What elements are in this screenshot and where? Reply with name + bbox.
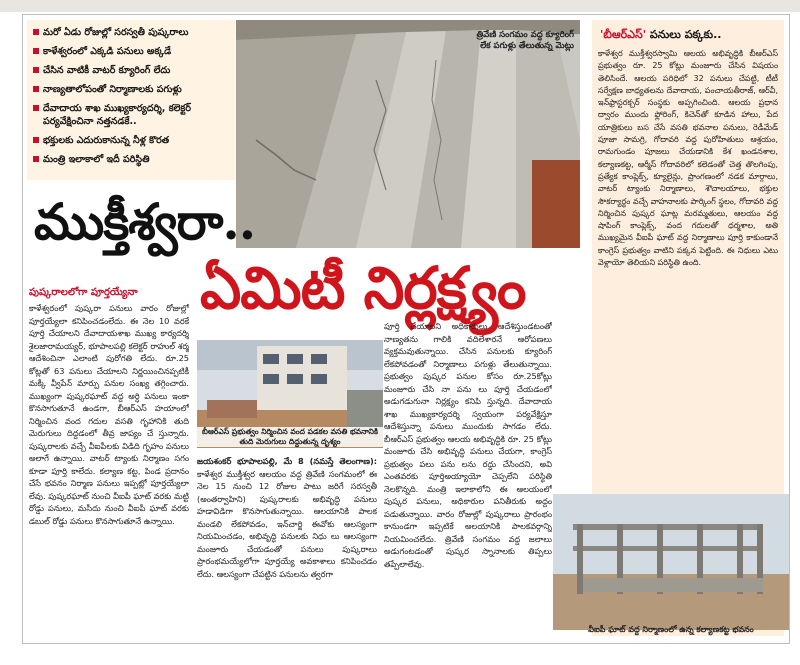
top-strip <box>0 0 800 12</box>
highlight-item: భక్తులకు ఎదురుకానున్న నీళ్ల కొరత <box>33 134 231 147</box>
highlight-item: చేసిన వాటికీ వాటర్ క్యూరింగ్ లేదు <box>33 64 231 77</box>
steps-photo-image <box>236 20 580 248</box>
highlight-item: మంత్రి ఇలాకాలో ఇదీ పరిస్థితి <box>33 153 231 166</box>
highlight-item: కాళేశ్వరంలో ఎక్కడి పనులు అక్కడే <box>33 45 231 58</box>
headline-primary: ముక్తీశ్వరా.. <box>34 192 256 251</box>
highlight-item: నాణ్యతాలోపంతో నిర్మాణాలకు పగుళ్లు <box>33 83 231 96</box>
steps-photo <box>236 20 580 248</box>
sidebar-title-quote: 'బీఆర్ఎస్' <box>600 28 647 41</box>
dateline: జయశంకర్ భూపాలపల్లి, మే 8 (నమస్తే తెలంగాణ): <box>197 456 377 466</box>
left-subhead: పుష్కరాలలోగా పూర్తయ్యేనా <box>29 287 138 298</box>
mid-column-text: కాళేశ్వర ముక్తీశ్వర ఆలయం వద్ద త్రివేణి సంగమంలో ఈ నెల 15 నుంచి 12 రోజుల పాటు జరిగే సరస్వతీ (అంతర్వాహిని) పుష్కరాలకు అభివృద్ధి పనులు హడావిడిగా కొనసాగుతున్నాయి. ఆలయానికి పాలక మండలి లేకపోవడం, ఇన్‌చార్జి ఈవోకు ఆలస్యంగా నియమించడం, అభివృద్ధి పనులకు నిధు లు ఆలస్యంగా మంజూరు చేయడంతో పనులు పుష్కరాలు ప్రారంభమయ్యేలోగా పూర్తయ్యే అవకాశాలు కనిపించడం లేదు. ఆలస్యంగా చేపట్టిన పనులను త్వరగా <box>197 468 377 579</box>
kalyanakatta-photo-caption: వీఐపీ ఘాట్ వద్ద నిర్మాణంలో ఉన్న కల్యాణకట్ట భవనం <box>588 625 754 634</box>
headline-secondary: ఏమిటీ నిర్లక్ష్యం <box>200 254 526 322</box>
kalyanakatta-photo-image <box>553 494 789 630</box>
highlight-item: మరో ఏడు రోజుల్లో సరస్వతీ పుష్కరాలు <box>33 26 231 39</box>
sidebar-title <box>600 28 778 44</box>
building-photo-caption: బీఆర్ఎస్ ప్రభుత్వం నిర్మించిన వంద పడకల వసతి భవనానికి తుది మెరుగులు దిద్దుతున్న దృశ్యం <box>197 427 383 447</box>
left-column-text: కాళేశ్వరంలో పుష్కరా పనులు వారం రోజుల్లో పూర్తయ్యేలా కనిపించడంలేదు. ఈ నెల 10 వరకే పూర్తి చేయాలని దేవాదాయశాఖ ముఖ్య కార్యదర్శి శైలజారామయ్యర్, భూపాలపల్లి కలెక్టర్ రాహుల్ శర్మ ఆదేశించినా ఎలాంటి పురోగతి లేదు. రూ.25 కోట్లతో 63 పనులు చేయాలని నిర్ణయించినప్పటికీ మక్కీ వ్వీపేన్ మార్పు పనుల సంఖ్య తగ్గించారు. ముఖ్యంగా పుష్కరఘాట్ వద్ద అర్ధి పనులు ఇంకా కొనసాగుతూనే ఉండగా, బీఆర్ఎస్ హయాంలో నిర్మించిన వంద గదుల వసతి గృహానికి తుది మెరుగులు దిద్దడంలో తీవ్ర జాప్యం చే స్తున్నారు. పుష్కరాలకు వచ్చే వీఐపీలకు విడిది గృహం పనులు అలాగే ఉన్నాయి. వాటర్ ట్యాంకు నిర్మాణం సగం కూడా పూర్తి కాలేదు. కల్యాణ కట్ట, పిండ ప్రదానం చేసే భవనం నిర్మాణ పనులు ఇప్పట్లో పూర్తయ్యేలా లేవు. పుష్కరఘాట్ నుంచి వీఐపీ ఘాట్ వరకు మట్టి రోడ్డు పనులు, మసీదు నుంచి వీఐపీ ఘాట్ వరకు డబుల్ రోడ్డు పనులు కొనసాగుతూనే ఉన్నాయి. <box>29 303 189 526</box>
sidebar-title-rest: పనులు పక్కకు.. <box>649 28 722 41</box>
right-mid-column-text: పూర్తి చేయాలని అధికారులు ఆదేశిస్తుండటంతో నాణ్యతను గాలికి వదిలేశారనే ఆరోపణలు వ్యక్తమవుతున్నాయి. చేసిన పనులకు క్యూరింగ్ లేకపోవడంతో నిర్మాణాలు పగుళ్లు తేలుతున్నాయి. ప్రభుత్వం పుష్కర పనుల కోసం రూ.25కోట్లు మంజూరు చేసి నా పను లు పూర్తి చేయడంలో అడుగడుగునా నిర్లక్ష్యం కనిపి స్తున్నది. దేవాదాయ శాఖ ముఖ్యకార్యదర్శి స్వయంగా పర్యవేక్షిస్తూ ఆదేశిస్తున్నా పనులు ముందుకు సాగడం లేదు. బీఆర్ఎస్ ప్రభుత్వం ఆలయ అభివృద్ధికి రూ. 25 కోట్లు మంజూరు చేసి అభివృద్ధి పనులు చేయగా, కాంగ్రెస్ ప్రభుత్వం పలు పను లను రద్దు చేసిందని, అవి ఎంతవరకు పూర్తిఅయ్యాయో చెప్పలేని పరిస్థితి నెలకొన్నది. మంత్రి ఇలాకాలోని ఈ ఆలయంలో పుష్కర పనులు, అధికారుల పనితీరుకు అద్దం పడుతున్నాయి. వారం రోజుల్లో పుష్కరాలు ప్రారంభం కానుండగా ఇప్పటికే అలయానికి పాలకవర్గాన్ని నియమించలేదు. త్రివేణి సంగమం వద్ద జలాలు అడుగంటడంతో పుష్కర స్నానాలకు తిప్పలు తప్పేలాలేవు. <box>384 321 552 569</box>
kalyanakatta-photo <box>553 494 789 630</box>
mid-column <box>197 455 377 637</box>
highlights-box <box>27 20 235 180</box>
steps-photo-caption: త్రివేణి సంగమం వద్ద క్యూరింగ్ లేక పగుళ్లు తేలుతున్న మెట్లు <box>476 30 574 51</box>
highlight-item: దేవాదాయ శాఖ ముఖ్యకార్యదర్శి, కలెక్టర్ పర్యవేక్షించినా నత్తనడకే.. <box>33 102 231 128</box>
sidebar-text: కాళేశ్వర ముక్తీశ్వరస్వామి ఆలయ అభివృద్ధికి బీఆర్ఎస్ ప్రభుత్వం రూ. 25 కోట్లు మంజూరు చేసిన విషయం తెలిసిందే. ఆలయ పరిధిలో 32 పనులు చేపట్టి, టీటీ సర్వేక్షణ బాధ్యతలను దేవాదాయ, పంచాయతీరాజ్, ఆర్‌వీ, ఇన్‌ఫ్రాస్టరక్చర్ సంస్థకు అప్పగించింది. ఆలయ ప్రధాన ద్వారం ముందు ఫ్లోరింగ్, కిచెన్‌తో కూడిన హాలు, పేద యాత్రికులు బస చేసే వసతి భవనాల పనులు, రెడీమేడ్ పూజా సామగ్రి, గోదావరి వద్ద పురోహితులు ఆశ్రయం, రామగుండం పూజలు చేయడానికి కేశ ఖండనశాల, కల్యాణకట్ట, ఆర్మీస్ గోదావరిలో కలెడంతో చెత్త తొలగింపు, ప్రత్యేక కాంప్లెక్స్, క్యూలైన్లు, ప్రాంగణంలో నడక మార్గాలు, వాటర్ ట్యాంకు నిర్మాణాలు, శౌచాలయాలు, భక్తుల సౌకర్యార్థం వచ్చే వాహనాలకు పార్కింగ్ స్థలం, గోదావరి వద్ద నిర్మించిన పుష్కర ఘాట్ల మరమ్మతులు, ఆలయం వద్ద షాపింగ్ కాంప్లెక్స్, వంద గదులతో ధర్మశాల, అతి ముఖ్యమైన వీఐపీ ఘాట్ వద్ద నిర్మాణాలు పూర్తి కాకుండానే కాంగ్రెస్ ప్రభుత్వం వాటిని పక్కన పెట్టింది. ఈ నిధులు ఎటు వెళ్లాయో తెలియని పరిస్థితి ఉంది. <box>598 49 778 268</box>
